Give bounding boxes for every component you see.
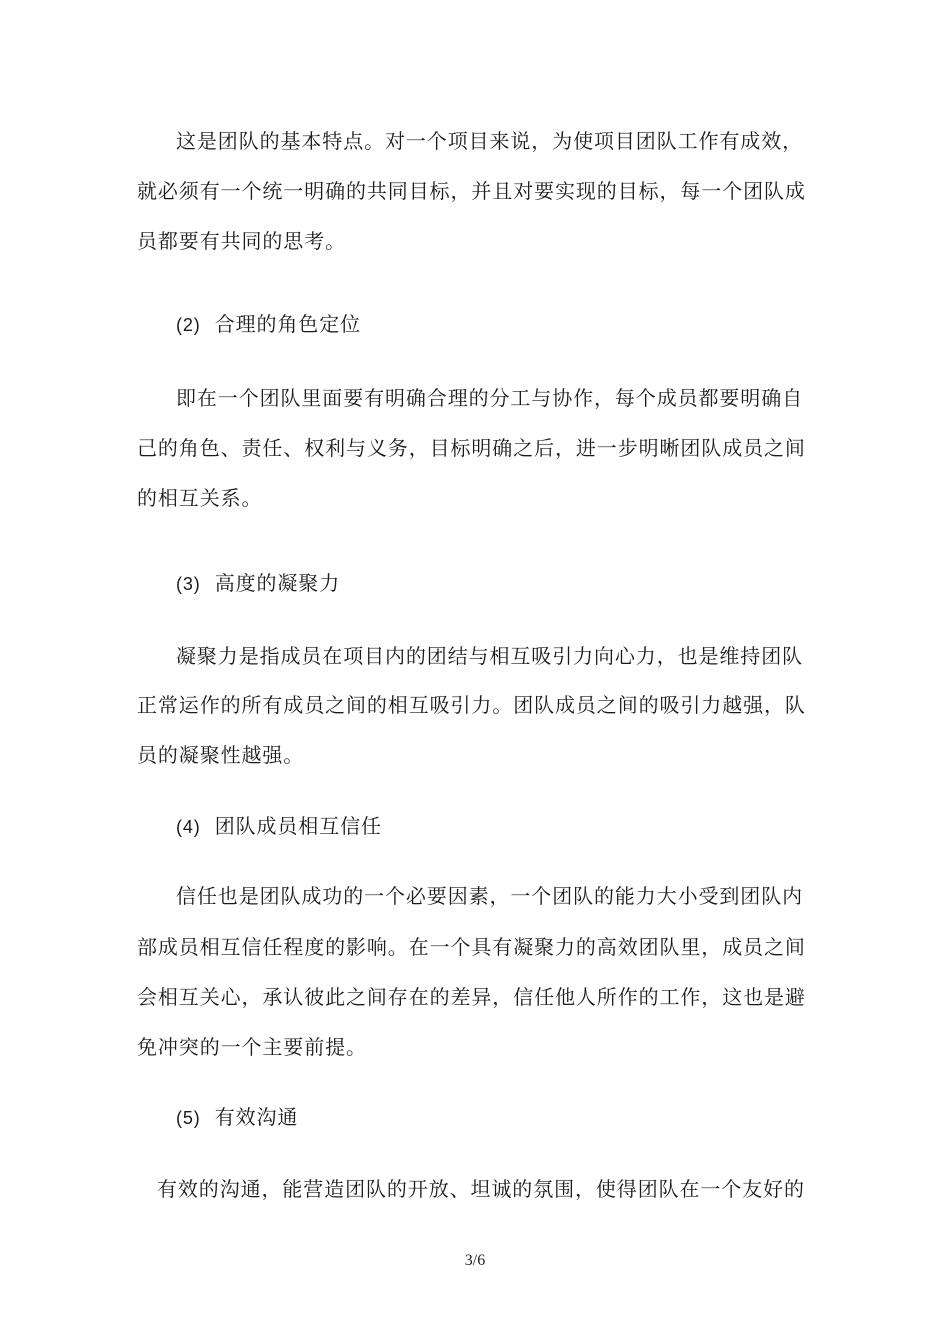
section-number: (4): [176, 817, 201, 837]
section-number: (5): [176, 1108, 201, 1128]
paragraph-1-line-1: 这是团队的基本特点。对一个项目来说，为使项目团队工作有成效，: [176, 129, 803, 153]
section-number: (3): [176, 574, 201, 594]
section-heading-3: [176, 568, 340, 598]
section-title: 合理的角色定位: [214, 312, 362, 336]
paragraph-3-line-2: 正常运作的所有成员之间的相互吸引力。团队成员之间的吸引力越强，队: [137, 693, 806, 717]
section-number: (2): [176, 315, 201, 335]
paragraph-4-line-2: 部成员相互信任程度的影响。在一个具有凝聚力的高效团队里，成员之间: [137, 935, 806, 959]
section-title: 高度的凝聚力: [214, 571, 341, 595]
section-title: 团队成员相互信任: [214, 814, 382, 838]
paragraph-4-line-4: 免冲突的一个主要前提。: [137, 1035, 367, 1059]
paragraph-1-line-2: 就必须有一个统一明确的共同目标，并且对要实现的目标，每一个团队成: [137, 179, 806, 203]
section-heading-4: [176, 811, 382, 841]
section-title: 有效沟通: [214, 1105, 299, 1129]
paragraph-3-line-1: 凝聚力是指成员在项目内的团结与相互吸引力向心力，也是维持团队: [176, 644, 803, 668]
page-number: 3/6: [464, 1252, 486, 1269]
paragraph-2-line-3: 的相互关系。: [137, 486, 263, 510]
section-heading-2: [176, 309, 361, 339]
paragraph-2-line-1: 即在一个团队里面要有明确合理的分工与协作，每个成员都要明确自: [176, 386, 803, 410]
paragraph-5-line-1: 有效的沟通，能营造团队的开放、坦诚的氛围，使得团队在一个友好的: [157, 1177, 805, 1201]
section-heading-5: [176, 1102, 298, 1132]
paragraph-4-line-3: 会相互关心，承认彼此之间存在的差异，信任他人所作的工作，这也是避: [137, 985, 806, 1009]
paragraph-3-line-3: 员的凝聚性越强。: [137, 743, 305, 767]
paragraph-2-line-2: 己的角色、责任、权利与义务，目标明确之后，进一步明晰团队成员之间: [137, 436, 806, 460]
paragraph-1-line-3: 员都要有共同的思考。: [137, 229, 346, 253]
paragraph-4-line-1: 信任也是团队成功的一个必要因素，一个团队的能力大小受到团队内: [176, 884, 803, 908]
